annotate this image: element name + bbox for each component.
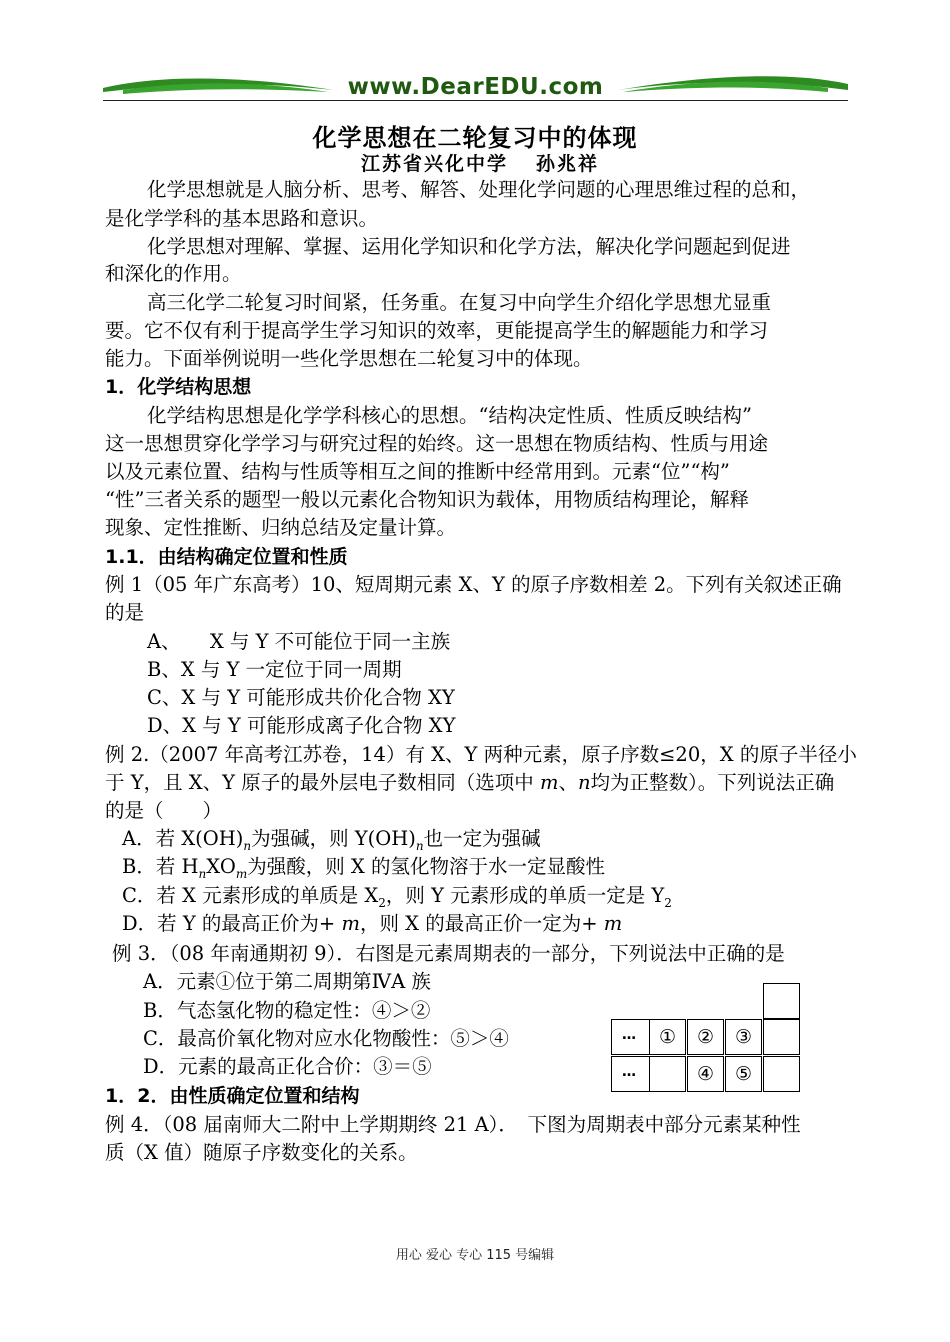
choice-option: D．元素的最高正化合价：③＝⑤ [143,1055,432,1078]
choice-option: B、X 与 Y 一定位于同一周期 [147,658,402,681]
example-stem: 的是 [105,601,145,624]
intro-line: 要。它不仅有利于提高学生学习知识的效率，更能提高学生的解题能力和学习 [105,319,769,342]
intro-line: 化学思想就是人脑分析、思考、解答、处理化学问题的心理思维过程的总和， [147,178,811,201]
table-cell-element: ⑤ [725,1056,762,1092]
choice-option: C、X 与 Y 可能形成共价化合物 XY [147,686,455,709]
table-cell-dots: … [611,1056,650,1092]
example-stem: 质（X 值）随原子序数变化的关系。 [105,1141,418,1164]
table-cell-empty [763,983,800,1019]
page-title: 化学思想在二轮复习中的体现 [312,124,638,152]
example-stem: 的是（ ） [105,799,223,822]
site-logo-text: www.DearEDU.com [347,74,604,100]
choice-option: B．若 $H_nXO_m$为强酸，则 X 的氢化物溶于水一定显酸性 [122,855,605,881]
intro-line: 能力。下面举例说明一些化学思想在二轮复习中的体现。 [105,347,593,370]
table-cell-element: ② [687,1019,724,1055]
choice-option: D、X 与 Y 可能形成离子化合物 XY [147,714,456,737]
subsection-heading: 1.1．由结构确定位置和性质 [105,546,348,568]
table-cell-dots: … [611,1019,650,1055]
author-school: 江苏省兴化中学 [360,153,508,175]
section-para-line: 以及元素位置、结构与性质等相互之间的推断中经常用到。元素“位”“构” [105,460,730,483]
example-stem: 例 4．（08 届南师大二附中上学期期终 21 A）． 下图为周期表中部分元素某种性 [105,1113,801,1136]
choice-option: D．若 Y 的最高正价为+ m，则 X 的最高正价一定为+ m [122,912,623,935]
choice-option: A、 X 与 Y 不可能位于同一主族 [147,630,451,653]
table-cell-empty [763,1056,800,1092]
table-cell-empty [763,1019,800,1055]
example-stem: 例 2.（2007 年高考江苏卷，14）有 X、Y 两种元素，原子序数≤20，X 的原子半径小 [105,743,857,766]
intro-line: 高三化学二轮复习时间紧，任务重。在复习中向学生介绍化学思想尤显重 [147,291,772,314]
choice-option: C．最高价氧化物对应水化物酸性：⑤＞④ [143,1027,509,1050]
section-para-line: 化学结构思想是化学学科核心的思想。“结构决定性质、性质反映结构” [147,404,752,427]
choice-option: A．若 $X(OH)_n$为强碱，则 $Y(OH)_n$也一定为强碱 [122,827,541,853]
author-name: 孙兆祥 [536,153,600,175]
table-cell-element [649,1056,686,1092]
intro-line: 和深化的作用。 [105,262,242,285]
example-stem: 例 1（05 年广东高考）10、短周期元素 X、Y 的原子序数相差 2。下列有关叙述正确 [105,573,842,596]
example-stem: 于 Y，且 X、Y 原子的最外层电子数相同（选项中 m、n均为正整数）。下列说法正确 [105,771,835,794]
header-rule [103,100,848,101]
page-footer: 用心 爱心 专心 115 号编辑 [395,1248,555,1263]
choice-option: A．元素①位于第二周期第ⅣA 族 [143,970,431,993]
intro-line: 是化学学科的基本思路和意识。 [105,207,379,230]
table-cell-element: ④ [687,1056,724,1092]
example-stem: 例 3．（08 年南通期初 9）．右图是元素周期表的一部分，下列说法中正确的是 [112,942,785,965]
table-cell-element: ③ [725,1019,762,1055]
choice-option: B．气态氢化物的稳定性：④＞② [143,999,431,1022]
subsection-heading: 1．2．由性质确定位置和结构 [105,1085,360,1107]
section-para-line: “性”三者关系的题型一般以元素化合物知识为载体，用物质结构理论，解释 [105,488,749,511]
periodic-table-fragment [611,983,801,1093]
choice-option: C．若 X 元素形成的单质是 $X_2$，则 Y 元素形成的单质一定是 $Y_2$ [122,884,672,910]
table-cell-element: ① [649,1019,686,1055]
section-para-line: 这一思想贯穿化学学习与研究过程的始终。这一思想在物质结构、性质与用途 [105,432,769,455]
intro-line: 化学思想对理解、掌握、运用化学知识和化学方法，解决化学问题起到促进 [147,235,791,258]
section-para-line: 现象、定性推断、归纳总结及定量计算。 [105,516,457,539]
section-heading: 1．化学结构思想 [105,376,252,398]
author-line [0,149,950,176]
